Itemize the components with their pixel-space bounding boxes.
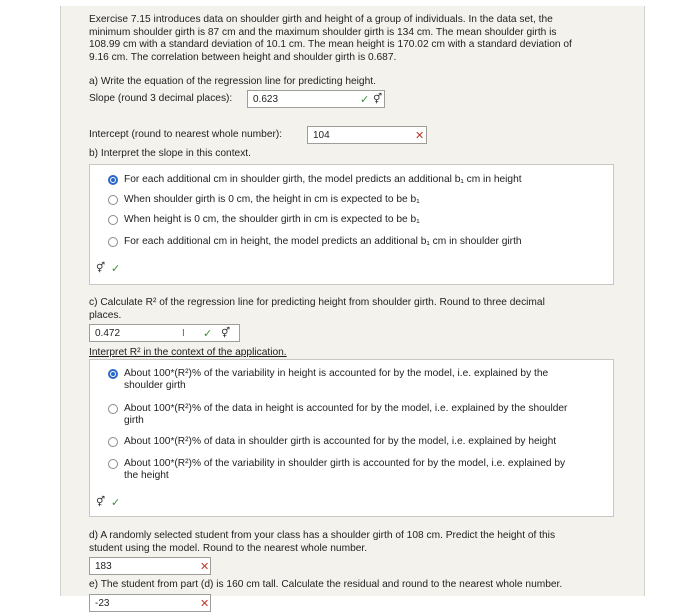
- slope-input[interactable]: [247, 90, 385, 108]
- intro-line-3: 108.99 cm with a standard deviation of 10.1 cm. The mean height is 170.02 cm with a standard deviation of: [89, 39, 572, 50]
- part-b-feedback: [96, 262, 120, 275]
- slope-option-1[interactable]: When shoulder girth is 0 cm, the height in cm is expected to be b₁: [108, 194, 420, 205]
- part-c-feedback: [96, 496, 120, 509]
- slope-value: 0.623: [253, 93, 279, 105]
- radio[interactable]: [108, 237, 118, 247]
- part-c-question: c) Calculate R² of the regression line for predicting height from shoulder girth. Round to three decimal places.: [89, 297, 545, 321]
- slope-option-2[interactable]: When height is 0 cm, the shoulder girth in cm is expected to be b₁: [108, 214, 420, 225]
- part-e-question: e) The student from part (d) is 160 cm tall. Calculate the residual and round to the nearest whole number.: [89, 579, 563, 590]
- correct-check-icon: ✓: [111, 263, 121, 275]
- slope-option-0[interactable]: For each additional cm in shoulder girth, the model predicts an additional b₁ cm in height: [108, 174, 522, 185]
- incorrect-x-icon: ✕: [200, 597, 210, 610]
- intercept-label: Intercept (round to nearest whole number):: [89, 129, 283, 140]
- predicted-height-input[interactable]: [89, 557, 211, 575]
- intro-text: [89, 14, 629, 64]
- intro-line-1: Exercise 7.15 introduces data on shoulder girth and height of a group of individuals. In the data set, the: [89, 14, 553, 25]
- radio[interactable]: [108, 195, 118, 205]
- r2-option-3[interactable]: About 100*(R²)% of the variability in shoulder girth is accounted for by the model, i.e. explained by the height: [108, 458, 565, 482]
- interpret-r2-label: Interpret R² in the context of the application.: [89, 347, 287, 358]
- slope-label: Slope (round 3 decimal places):: [89, 93, 233, 104]
- r2-option-1[interactable]: About 100*(R²)% of the data in height is accounted for by the model, i.e. explained by the shoulder girth: [108, 403, 567, 427]
- radio-selected[interactable]: [108, 369, 118, 379]
- predicted-height-value: 183: [95, 560, 112, 572]
- radio[interactable]: [108, 459, 118, 469]
- radio-selected[interactable]: [108, 175, 118, 185]
- r2-option-0[interactable]: About 100*(R²)% of the variability in height is accounted for by the model, i.e. explained by the shoulder girth: [108, 368, 548, 392]
- gender-symbol-icon: ⚥: [96, 497, 106, 508]
- part-b-question: b) Interpret the slope in this context.: [89, 148, 251, 159]
- intro-line-2: minimum shoulder girth is 87 cm and the maximum shoulder girth is 134 cm. The mean shoulder girth is: [89, 26, 557, 38]
- incorrect-x-icon: ✕: [200, 560, 210, 573]
- intercept-input[interactable]: [307, 126, 427, 144]
- part-a-question: a) Write the equation of the regression line for predicting height.: [89, 76, 376, 87]
- correct-check-icon: ✓: [203, 327, 213, 340]
- residual-value: -23: [95, 597, 110, 609]
- incorrect-x-icon: ✕: [415, 129, 425, 142]
- gender-symbol-icon: ⚥: [373, 93, 383, 105]
- radio[interactable]: [108, 437, 118, 447]
- intro-line-4: 9.16 cm. The correlation between height and shoulder girth is 0.687.: [89, 51, 397, 63]
- radio[interactable]: [108, 215, 118, 225]
- gender-symbol-icon: ⚥: [96, 263, 106, 274]
- radio[interactable]: [108, 404, 118, 414]
- text-cursor-icon: I: [182, 327, 185, 339]
- r-squared-value: 0.472: [95, 327, 121, 339]
- correct-check-icon: ✓: [360, 93, 370, 106]
- slope-option-3[interactable]: For each additional cm in height, the model predicts an additional b₁ cm in shoulder girth: [108, 236, 522, 247]
- intercept-value: 104: [313, 129, 330, 141]
- gender-symbol-icon: ⚥: [221, 327, 231, 339]
- correct-check-icon: ✓: [111, 497, 121, 509]
- part-d-question: d) A randomly selected student from your class has a shoulder girth of 108 cm. Predict the height of this student using the model. Round to the nearest whole number.: [89, 530, 556, 554]
- r-squared-input[interactable]: [89, 324, 240, 342]
- r2-option-2[interactable]: About 100*(R²)% of data in shoulder girth is accounted for by the model, i.e. explained by height: [108, 436, 556, 448]
- residual-input[interactable]: [89, 594, 211, 612]
